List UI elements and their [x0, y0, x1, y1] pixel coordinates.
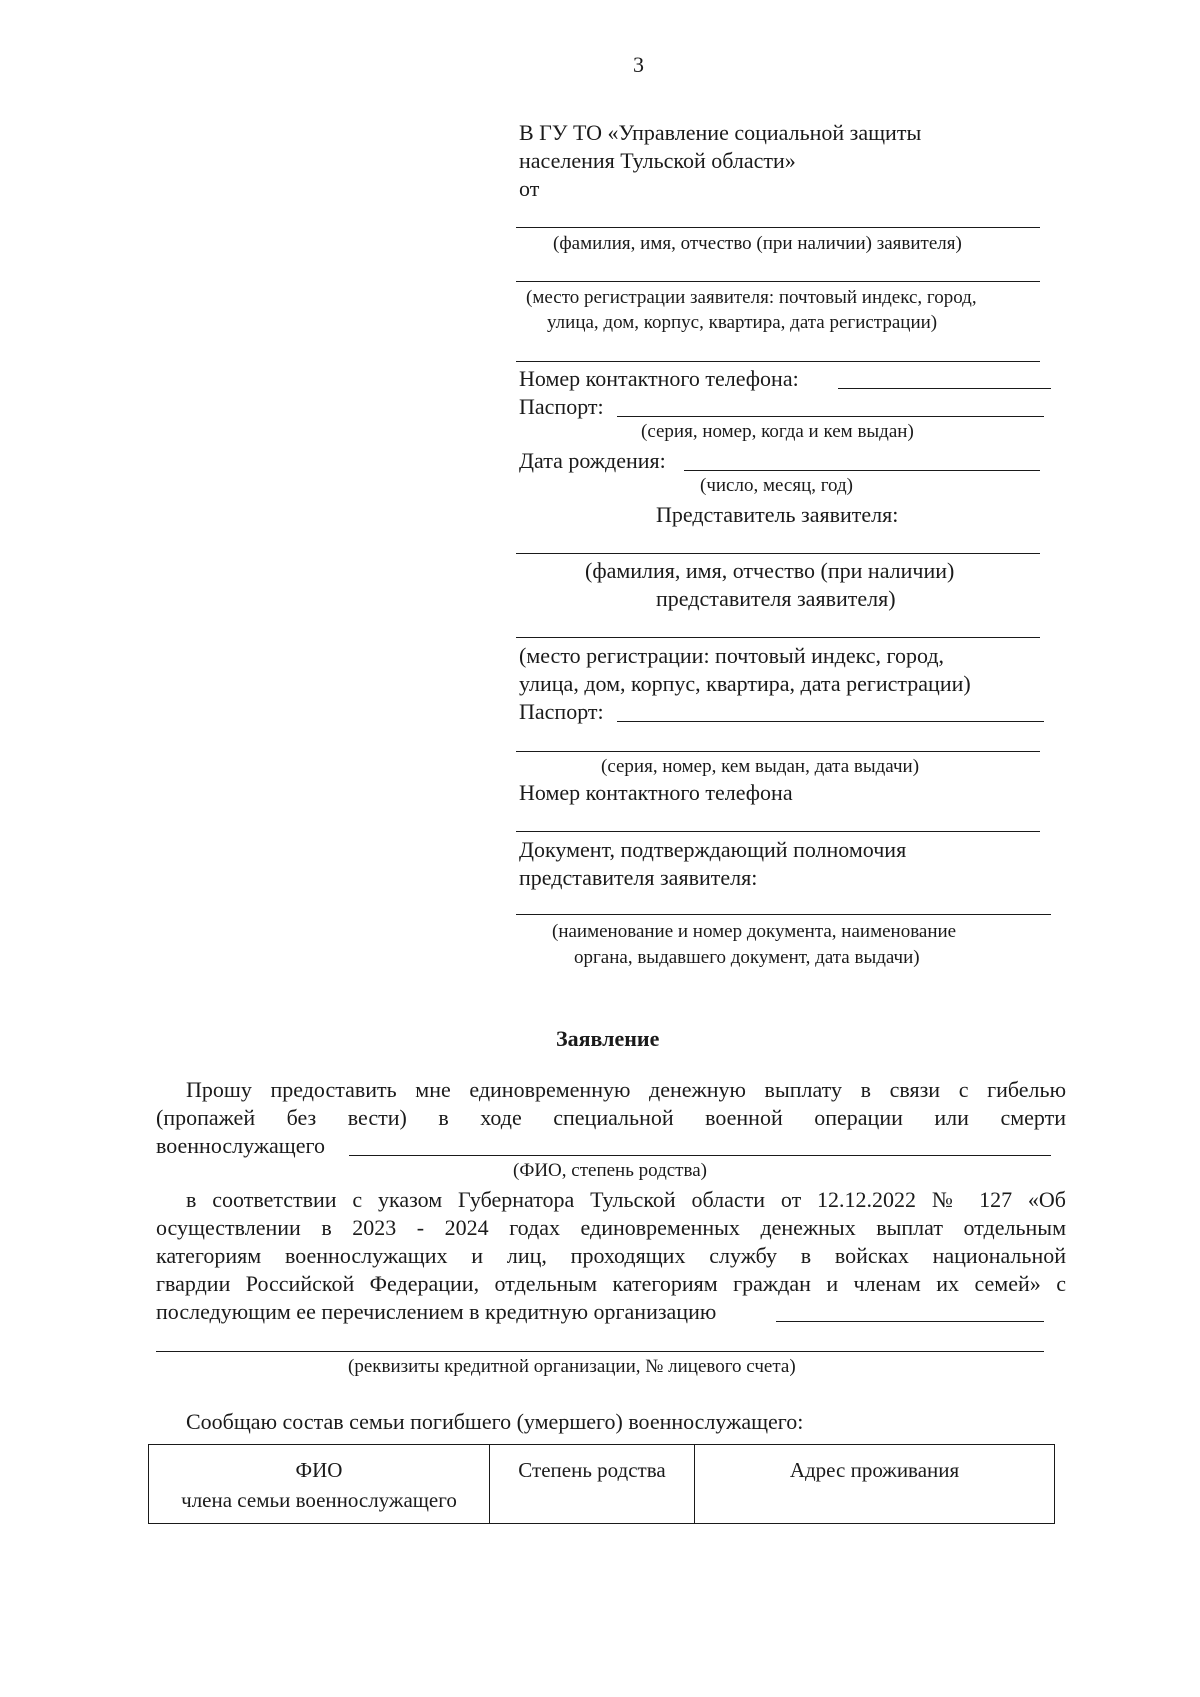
authority-doc-field[interactable]: [516, 914, 1051, 915]
serviceman-fio-field[interactable]: [349, 1155, 1051, 1156]
phone-field[interactable]: [838, 388, 1051, 389]
birth-label: Дата рождения:: [519, 448, 666, 473]
addressee-line-1: В ГУ ТО «Управление социальной защиты: [519, 120, 922, 145]
representative-address-field[interactable]: [516, 637, 1040, 638]
bank-hint: (реквизиты кредитной организации, № лицевого счета): [348, 1356, 796, 1377]
passport-hint: (серия, номер, когда и кем выдан): [641, 421, 914, 442]
representative-address-line-1: (место регистрации: почтовый индекс, город,: [519, 643, 945, 668]
applicant-address-field-2[interactable]: [516, 361, 1040, 362]
statement-para2-line1: в соответствии с указом Губернатора Тульской области от 12.12.2022 № 127 «Об: [186, 1187, 1066, 1212]
birth-date-field[interactable]: [684, 470, 1040, 471]
applicant-address-hint-1: (место регистрации заявителя: почтовый индекс, город,: [526, 287, 977, 308]
representative-fio-hint-2: представителя заявителя): [656, 586, 896, 611]
passport-field[interactable]: [617, 416, 1044, 417]
representative-label: Представитель заявителя:: [656, 502, 899, 527]
table-header-row: [149, 1445, 1055, 1524]
family-intro: Сообщаю состав семьи погибшего (умершего) военнослужащего:: [186, 1409, 804, 1434]
applicant-address-field[interactable]: [516, 281, 1040, 282]
table-header-relation-label: Степень родства: [518, 1458, 666, 1482]
addressee-line-2: населения Тульской области»: [519, 148, 796, 173]
applicant-address-hint-2: улица, дом, корпус, квартира, дата регистрации): [547, 312, 938, 333]
table-header-relation: [490, 1445, 695, 1524]
statement-title: Заявление: [556, 1026, 660, 1051]
family-table: [148, 1444, 1055, 1524]
table-header-address-label: Адрес проживания: [789, 1458, 960, 1482]
applicant-fio-field[interactable]: [516, 227, 1040, 228]
authority-doc-line-1: Документ, подтверждающий полномочия: [519, 837, 907, 862]
bank-field[interactable]: [776, 1321, 1044, 1322]
representative-passport-hint: (серия, номер, кем выдан, дата выдачи): [601, 756, 920, 777]
statement-para2-line4: гвардии Российской Федерации, отдельным категориям граждан и членам их семей» с: [156, 1271, 1066, 1296]
table-header-fio-line-1: ФИО: [295, 1458, 343, 1482]
statement-para1-line3: военнослужащего: [156, 1133, 325, 1158]
table-header-fio: [149, 1445, 490, 1524]
table-header-address: [695, 1445, 1055, 1524]
page-number: 3: [633, 52, 644, 77]
representative-phone-label: Номер контактного телефона: [519, 780, 793, 805]
statement-para1-line1: Прошу предоставить мне единовременную денежную выплату в связи с гибелью: [186, 1077, 1066, 1102]
authority-doc-line-2: представителя заявителя:: [519, 865, 758, 890]
representative-fio-hint-1: (фамилия, имя, отчество (при наличии): [585, 558, 955, 583]
representative-address-line-2: улица, дом, корпус, квартира, дата регистрации): [519, 671, 971, 696]
from-label: от: [519, 176, 540, 201]
statement-para2-line2: осуществлении в 2023 - 2024 годах единовременных денежных выплат отдельным: [156, 1215, 1066, 1240]
representative-passport-label: Паспорт:: [519, 699, 604, 724]
statement-para2-line3: категориям военнослужащих и лиц, проходящих службу в войсках национальной: [156, 1243, 1066, 1268]
serviceman-fio-hint: (ФИО, степень родства): [513, 1160, 707, 1181]
representative-passport-field[interactable]: [617, 721, 1044, 722]
representative-passport-field-2[interactable]: [516, 751, 1040, 752]
phone-label: Номер контактного телефона:: [519, 366, 799, 391]
applicant-fio-hint: (фамилия, имя, отчество (при наличии) заявителя): [553, 233, 962, 254]
bank-field-2[interactable]: [156, 1351, 1044, 1352]
statement-para1-line2: (пропажей без вести) в ходе специальной военной операции или смерти: [156, 1105, 1066, 1130]
authority-doc-hint-1: (наименование и номер документа, наименование: [552, 921, 957, 942]
birth-hint: (число, месяц, год): [700, 475, 854, 496]
table-header-fio-line-2: члена семьи военнослужащего: [181, 1488, 457, 1512]
representative-phone-field[interactable]: [516, 831, 1040, 832]
statement-para2-line5: последующим ее перечислением в кредитную организацию: [156, 1299, 717, 1324]
authority-doc-hint-2: органа, выдавшего документ, дата выдачи): [574, 947, 920, 968]
representative-fio-field[interactable]: [516, 553, 1040, 554]
passport-label: Паспорт:: [519, 394, 604, 419]
